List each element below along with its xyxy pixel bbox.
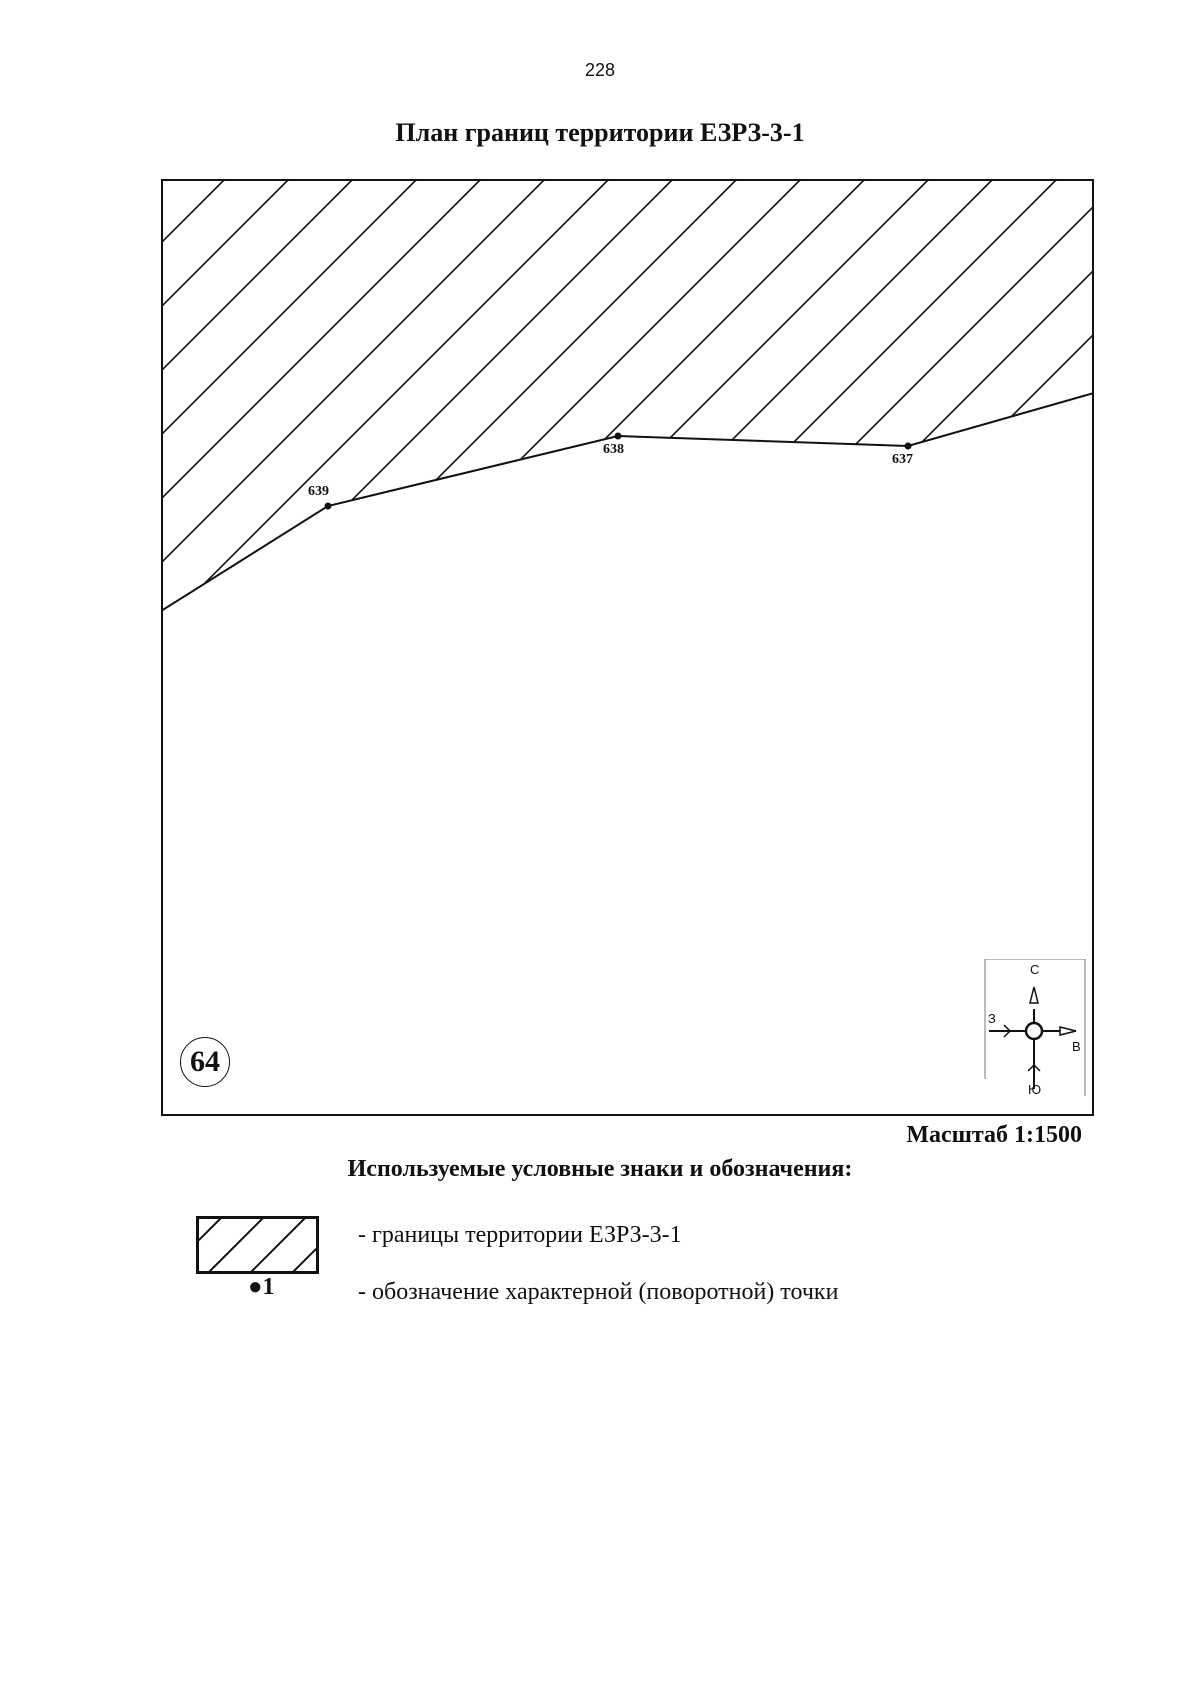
territory-hatching [161, 179, 1094, 629]
hatch-line [735, 179, 1094, 629]
hatch-line [161, 179, 545, 629]
hatch-line [991, 179, 1094, 629]
point-label-638: 638 [603, 442, 624, 457]
compass-rose [984, 959, 1086, 1096]
hatch-line [863, 179, 1094, 629]
hatch-line [161, 179, 417, 629]
compass-north-label: С [1030, 962, 1040, 977]
map-border [162, 180, 1093, 1115]
legend-item-boundaries: - границы территории ЕЗРЗ-3-1 [358, 1222, 682, 1248]
hatch-line [799, 179, 1094, 629]
hatch-line [351, 179, 801, 629]
sheet-number-badge: 64 [180, 1037, 230, 1087]
point-label-637: 637 [892, 452, 913, 467]
legend-heading: Используемые условные знаки и обозначения: [347, 1156, 853, 1182]
boundary-point-638 [615, 433, 622, 440]
hatch-line [1055, 179, 1094, 629]
compass-south-label: Ю [1028, 1082, 1042, 1097]
legend-hatch-symbol [196, 1216, 319, 1274]
map-scale: Масштаб 1:1500 [906, 1122, 1082, 1148]
hatch-line [415, 179, 865, 629]
compass-west-label: З [988, 1011, 996, 1026]
hatch-line [607, 179, 1057, 629]
hatch-line [287, 179, 737, 629]
legend-point-symbol: ●1 [248, 1274, 275, 1300]
boundary-point-639 [325, 503, 332, 510]
map-frame [161, 179, 1094, 1116]
page-number: 228 [584, 60, 616, 80]
boundary-point-637 [905, 443, 912, 450]
hatch-line [161, 179, 289, 629]
hatch-line [543, 179, 993, 629]
point-label-639: 639 [308, 484, 329, 499]
map-canvas [161, 179, 1094, 1116]
compass-east-label: В [1072, 1039, 1081, 1054]
hatch-line [223, 179, 673, 629]
hatch-line [479, 179, 929, 629]
page-title: План границ территории ЕЗРЗ-3-1 [395, 118, 805, 147]
territory-boundary-line [161, 393, 1094, 611]
compass-icon [984, 959, 1086, 1096]
hatch-line [927, 179, 1094, 629]
legend-item-turning-point: - обозначение характерной (поворотной) точки [358, 1279, 839, 1305]
hatch-line [161, 179, 609, 629]
